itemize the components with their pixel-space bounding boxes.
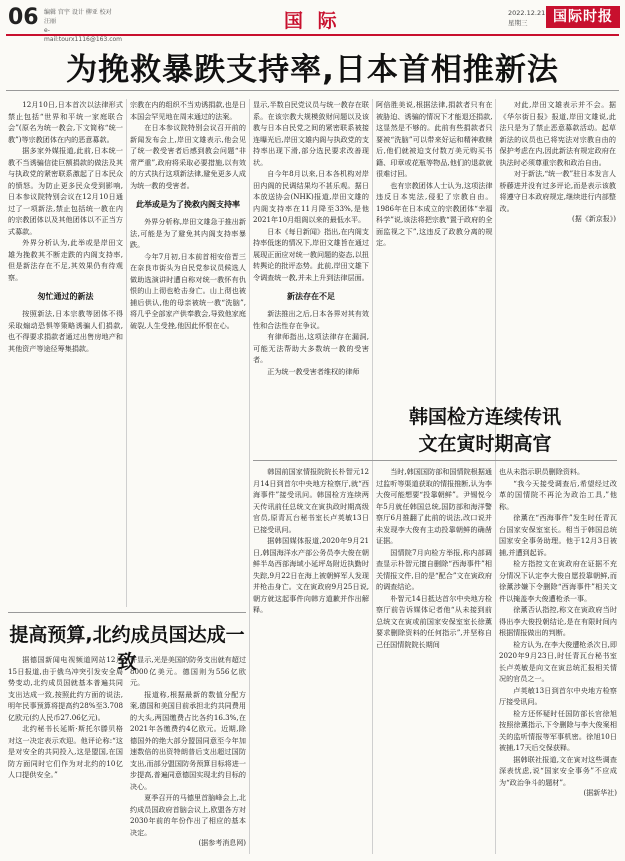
- article3-headline: [360, 404, 610, 458]
- article2-headline: 提高预算,北约成员国达成一致: [9, 624, 245, 673]
- article1-column-1: [8, 99, 123, 607]
- article3-column-3: [499, 466, 617, 856]
- subheading: 新法存在不足: [287, 292, 335, 301]
- article2-column-1: [8, 654, 123, 854]
- article3-column-2: [376, 466, 492, 856]
- paragraph: 徐薰否认指控,称文在寅政府当时得出李大俊投朝结论,是在有限时间内根据情报做出的判断。: [499, 605, 617, 637]
- column-divider: [249, 99, 250, 854]
- paragraph: 据德国新闻电视频道网站12月15日报道,由于俄乌冲突引发安全局势变动,北约成员国就基本普遍共同支出达成一致,按照此约方面的说法,明年民事预算将提高约28%至3.708亿欧元(约人民币27.06亿元)。: [8, 655, 123, 722]
- article-source: (据《新京报》): [572, 215, 616, 223]
- paragraph: 检方认为,在李大俊遭枪杀次日,即2020年9月23日,时任青瓦台秘书室长卢英敏是向文在寅总统汇报相关情况的官员之一。: [499, 639, 617, 683]
- paragraph: 日本《每日新闻》指出,在内阁支持率低迷的情况下,岸田文雄旨在通过展现正面应对统一教问题的姿态,以扭转舆论的批评态势。此前,岸田文雄下令调查统一教,并未上升到法律层面。: [253, 226, 369, 282]
- paragraph: 检方指控文在寅政府在证据不充分情况下认定李大俊自愿投靠朝鲜,而徐薰涉嫌下令删除“西海事件”相关文件以掩盖李大俊遭枪杀一事。: [499, 559, 617, 603]
- paragraph: 按照新法,日本宗教等团体不得采取煽动恐惧等策略诱骗人们捐款,也不得要求捐款者通过出售房地产和其他资产等途径筹集捐款。: [8, 309, 123, 353]
- masthead-logo: 国际时报: [546, 6, 620, 28]
- paragraph: 检方还怀疑时任国防部长官徐旭按照徐薰指示,下令删除与李大俊案相关的监听情报等军事机密。徐旭10日被捕,17天后交保获释。: [499, 708, 617, 752]
- article-source: (据参考消息网): [198, 839, 246, 847]
- date-line: 2022.12.21: [508, 9, 546, 17]
- paragraph: 国情院7月向检方举报,称内部调查显示朴智元擅自删除“西海事件”相关情报文件,目的是“配合”文在寅政府的调查结论。: [376, 547, 492, 591]
- column-divider: [372, 99, 373, 854]
- page-number: 06: [8, 5, 39, 30]
- issue-date: [508, 8, 545, 28]
- paragraph: 北约秘书长延斯·斯托尔滕贝格对这一决定表示欢迎。他评论称:“这是对安全的共同投入,这是盟国,在国防方面同时它们作为对北约的10亿人口提供安全。”: [8, 724, 123, 779]
- main-headline: 为挽救暴跌支持率,日本首相推新法: [66, 52, 559, 88]
- paragraph: “我今天接受调查后,希望经过改革的国情院不再沦为政治工具,”他称。: [499, 478, 617, 511]
- paragraph: 外界分析称,岸田文雄急于推出新法,可能是为了避免其内阁支持率暴跌。: [130, 217, 246, 249]
- column-divider: [495, 99, 496, 854]
- paragraph: 12月10日,日本首次以法律形式禁止包括“世界和平统一家庭联合会”(原名为统一教会,下文简称“统一教”)等宗教团体在内的恶意募款。: [8, 100, 123, 144]
- header-rule: [6, 34, 619, 36]
- paragraph: 正为统一教受害者维权的律师: [267, 366, 360, 376]
- paragraph: 报道称,根据最新的数值分配方案,德国和美国目前承担北约共同费用的大头,两国缴费占比各约16.3%,在2021年各缴费约4亿欧元。近期,除德国外的绝大部分盟国同意至今年加速数倍的出资特朗普后支出超过国防支出,而部分盟国防务预算目标将进一步提高,普遍同意德国实现北约目标的决心。: [130, 689, 246, 791]
- article1-column-4: [376, 99, 616, 405]
- paragraph: 也从未指示职员删除资料。: [499, 467, 585, 476]
- paragraph: 对此,岸田文雄表示并不会。据《华尔街日报》报道,岸田文雄说,此法只是为了禁止恶意募款活动。起草新法的议员也已将宪法对宗教自由的保护考虑在内,因此新法有规定政府在执法时必须尊重宗教和政治自由。: [499, 100, 616, 167]
- article1-column-2: [130, 99, 246, 607]
- paragraph: 在日本参议院特别会议召开前的新闻发布会上,岸田文雄表示,他会见了统一教受害者后感到教会问题“非常严重”,政府将采取必要措施,以有效的方式执行这项新法律,避免更多人成为统一教的受害者。: [130, 123, 246, 190]
- article3-column-1: [253, 466, 369, 856]
- paragraph: 显示,半数自民党议员与统一教存在联系。在该宗教大规模敛财问题以及该教与日本自民党之间的紧密联系被接连曝光后,岸田文雄内阁与执政党的支持率出现下滑,部分选民要求改善现状。: [253, 100, 369, 167]
- paragraph: 朴智元14日抵达首尔中央地方检察厅前告诉媒体记者他“从未接到前总统文在寅或前国家安保室室长徐薰要求删除资料的任何指示”,并坚称自己任国情院院长期间: [376, 593, 492, 649]
- subheading: 此举或是为了挽救内阁支持率: [136, 200, 240, 209]
- paragraph: 今年7月初,日本前首相安倍晋三在奈良市街头为自民党参议员候选人做助选演讲时遭自称对统一教怀有仇恨的山上彻也枪击身亡。山上彻也被捕后供认,他的母亲被统一教“洗脑”,将几乎全部家产供奉教会,导致他家庭破裂,人生受挫,他因此怀恨在心。: [130, 251, 246, 330]
- paragraph: 新法推出之后,日本各界对其有效性和合法性存在争议。: [253, 309, 369, 330]
- paragraph: 据多家外媒报道,此前,日本统一教不当诱骗信徒巨额捐款的做法及其与执政党的紧密联系激起了日本民众的愤怒。为防止更多民众受到影响,日本参议院特别会议在12月10日通过了一项新法,禁止包括统一教在内的宗教团体以及其他团体以不正当方式募款。: [8, 146, 123, 236]
- paragraph: 外界分析认为,此举或是岸田文雄为挽救其不断走跌的内阁支持率,但是新法存在不足,其效果仍有待观察。: [8, 238, 123, 282]
- weekday-line: 星期三: [508, 19, 528, 27]
- page-header: [0, 0, 625, 43]
- paragraph: 件显示,光是美国的防务支出就有超过8000亿美元。德国则为556亿欧元。: [130, 655, 246, 687]
- subheading: 匆忙通过的新法: [37, 292, 94, 301]
- paragraph: 对于新法,“统一教”驻日本发言人桥藤进并没有过多评论,而是表示该教将遵守日本政府规定,继续进行内部整改。: [499, 169, 616, 213]
- article2-column-2: [130, 654, 246, 854]
- section-title: 国 际: [284, 10, 341, 32]
- paragraph: 据韩联社报道,文在寅对这些调查深表忧虑,说“国家安全事务”不应成为“政治争斗的题材”。: [499, 754, 617, 787]
- section-rule: [8, 612, 246, 613]
- paragraph: 卢英敏13日到首尔中央地方检察厅接受讯问。: [499, 685, 617, 706]
- article1-column-3: [253, 99, 369, 405]
- paragraph: 当时,韩国国防部和国情院根据通过监听等渠道获取的情报推断,认为李大俊可能想要“投靠朝鲜”。尹锡悦今年5月就任韩国总统,国防部和海洋警察厅6月推翻了此前的说法,改口说并未发现李大俊有主动投靠朝鲜的确凿证据。: [376, 467, 492, 545]
- paragraph: 徐薰在“西海事件”发生时任青瓦台国家安保室室长。相当于韩国总统国家安全事务助理。他于12月3日被捕,并遭到起诉。: [499, 513, 617, 557]
- editor-info: [44, 8, 123, 44]
- column-divider: [126, 99, 127, 607]
- headline-rule: [6, 90, 619, 91]
- headline-line: 韩国检方连续传讯: [408, 406, 561, 428]
- editor-line: 编辑 宫宇 设计 柳亚 校对 汪丽: [44, 9, 112, 25]
- paragraph: 阿倍胜美说,根据法律,捐款者只有在被胁迫、诱骗的情况下才能退还捐款,这显然是不够的。此前有些捐款者只要被“洗脑”可以带来好运和精神救赎后,他们就被迫支付数万美元购买书籍、印章或花瓶等物品,他们的退款就很难讨回。: [376, 100, 493, 178]
- section-rule: [253, 460, 617, 461]
- paragraph: 夏季召开的马德里首脑峰会上,北约成员国政府首脑会议上,欧盟各方对2030年前的年份作出了相应的基本决定。: [130, 793, 246, 837]
- paragraph: 有律师指出,这项法律存在漏洞,可能无法帮助大多数统一教的受害者。: [253, 332, 369, 364]
- article-source: (据新华社): [583, 789, 617, 797]
- paragraph: 自今年8月以来,日本各机构对岸田内阁的民调结果均不甚乐观。据日本放送协会(NHK)报道,岸田文雄的内阁支持率在11月降至33%,是他2021年10月组阁以来的最低水平。: [253, 169, 369, 224]
- paragraph: 韩国前国家情报院院长朴智元12月14日到首尔中央地方检察厅,就“西海事件”接受讯问。韩国检方连续两天传讯前任总统文在寅执政时期高级官员,原青瓦台秘书室长卢英敏13日已接受讯问。: [253, 467, 369, 534]
- headline-line: 文在寅时期高官: [418, 433, 552, 455]
- paragraph: 也有宗教团体人士认为,这项法律违反日本宪法,侵犯了宗教自由。1986年在日本成立的宗教团体“幸福科学”说,该法将把宗教“置于政府的全面监视之下”,这违反了政教分离的规定。: [376, 180, 493, 247]
- paragraph: 宗教在内的组织不当劝诱捐款,也是日本国会罕见地在周末通过的法案。: [130, 100, 246, 121]
- paragraph: 据韩国媒体报道,2020年9月21日,韩国海洋水产部公务员李大俊在朝鲜半岛西部海域小延坪岛附近执勤时失踪,9月22日在海上被朝鲜军人发现并枪击身亡。文在寅政府9月25日说,朝方就这起事件向韩方道歉并作出解释。: [253, 536, 369, 614]
- email-line: e-mail:tourx1116@163.com: [44, 27, 123, 43]
